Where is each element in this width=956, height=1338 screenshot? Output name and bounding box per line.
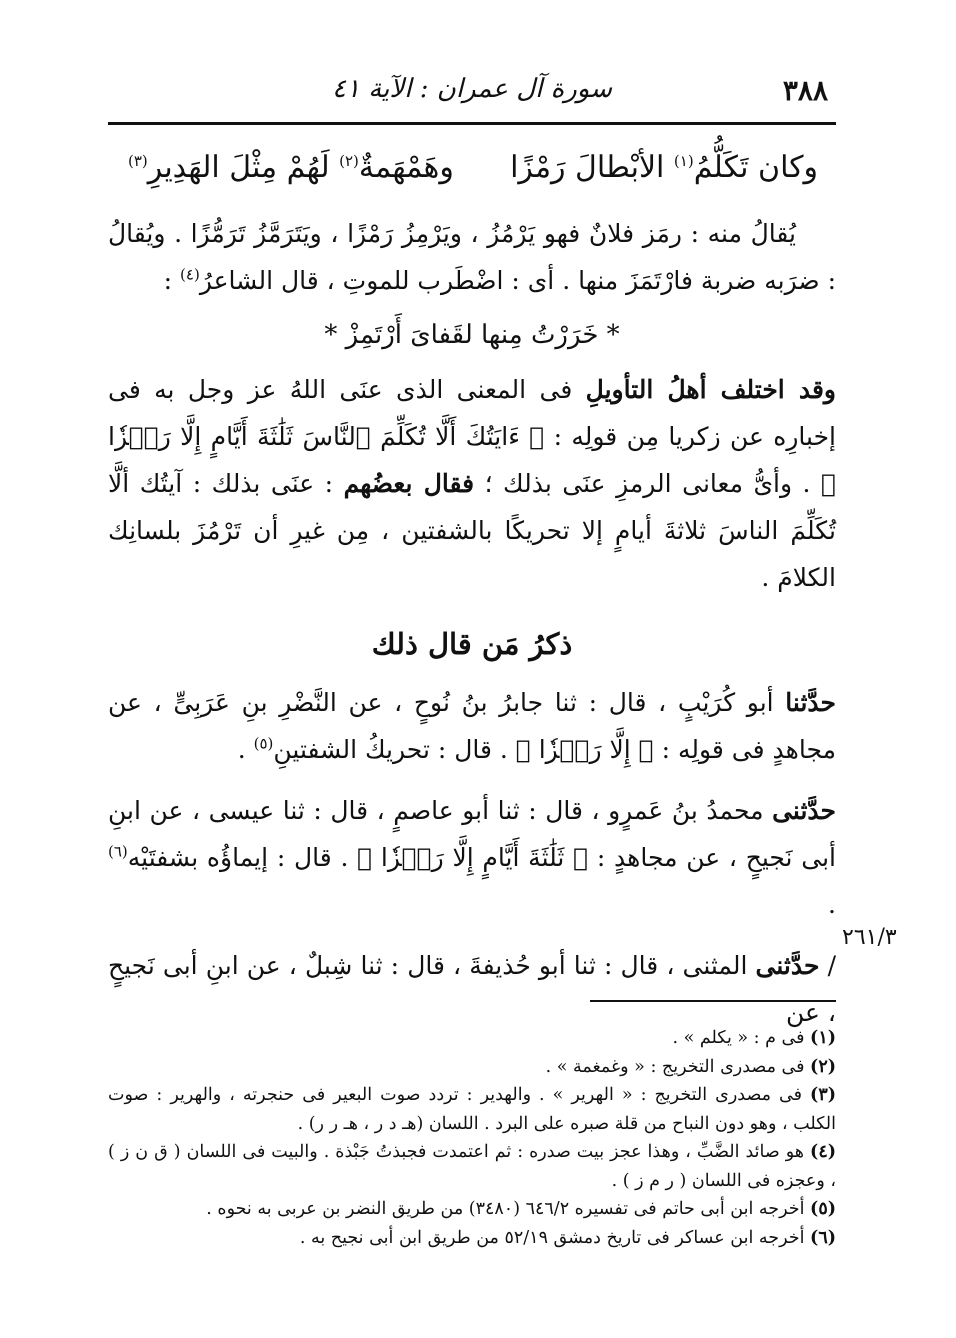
verse-first-hemistich: وكان تَكَلُّمُ$^{(١)}$ الأبْطالَ رَمْزًا — [510, 150, 818, 185]
paragraph: / حدَّثنى المثنى ، قال : ثنا أبو حُذيفةَ ، قال : ثنا شِبلٌ ، عن ابنِ أبى نَجيحٍ ، عن — [108, 951, 836, 1027]
footnote-marker: (٣) — [128, 152, 148, 170]
poetry-verse — [108, 150, 836, 210]
paragraph: حدَّثنا أبو كُرَيْبٍ ، قال : ثنا جابرُ بنُ نُوحٍ ، عن النَّضْرِ بنِ عَرَبِىٍّ ، عن مجاهدٍ فى قولِه : ﴿ إِلَّا رَمۡزٗا ﴾ . قال : تحريكُ الشفتينِ$^{(٥)}$ . — [108, 688, 836, 764]
quoted-verse: * خَرَرْتُ مِنها لقَفاىَ أَرْتَمِزْ * — [324, 320, 620, 350]
footnote-marker: (٤) — [180, 265, 200, 284]
paragraph: وقد اختلف أهلُ التأويلِ فى المعنى الذى عنَى اللهُ عز وجل به فى إخبارِه عن زكريا مِن قولِه : ﴿ ءَايَتُكَ أَلَّا تُكَلِّمَ ٱلنَّاسَ ثَلَٰثَةَ أَيَّامٍ إِلَّا رَمۡزٗا ﴾ . وأىُّ معانى الرمزِ عنَى بذلك ؛ فقال بعضُهم : عنَى بذلك : آيتُك ألَّا تُكَلِّمَ الناسَ ثلاثةَ أيامٍ إلا تحريكًا بالشفتين ، مِن غيرِ أن تَرْمُزَ بلسانِك الكلامَ . — [108, 375, 836, 592]
footnote: (٦) أخرجه ابن عساكر فى تاريخ دمشق ٥٢/١٩ من طريق ابن أبى نجيح به . — [299, 1227, 836, 1248]
footnote-marker: (١) — [673, 152, 694, 170]
page-number: ٣٨٨ — [782, 74, 828, 107]
paragraph: حدَّثنى محمدُ بنُ عَمرٍو ، قال : ثنا أبو عاصمٍ ، قال : ثنا عيسى ، عن ابنِ أبى نَجيحٍ ، عن مجاهدٍ : ﴿ ثَلَٰثَةَ أَيَّامٍ إِلَّا رَمۡزٗا ﴾ . قال : إيماؤُه بشفتَيْه$^{(٦)}$ . — [108, 796, 836, 919]
bold-lead: حدَّثنا — [785, 688, 836, 717]
footnote-marker: (٥) — [253, 734, 274, 753]
footnote-rule — [590, 1000, 836, 1002]
bold-lead: وقد اختلف أهلُ التأويلِ — [585, 375, 836, 404]
paragraph: يُقالُ منه : رمَز فلانٌ فهو يَرْمُزُ ، ويَرْمِزُ رَمْزًا ، ويَتَرَمَّزُ تَرَمُّزًا . ويُقالُ : ضرَبه ضربة فارْتَمَزَ منها . أى : اضْطَرب للموتِ ، قال الشاعرُ$^{(٤)}$ : — [108, 219, 836, 295]
footnote: (٣) فى مصدرى التخريج : « الهرير » . والهدير : تردد صوت البعير فى حنجرته ، والهرير : صوت الكلب ، وهو دون النباح من قلة صبره على البرد . اللسان (هـ د ر ، هـ ر ر) . — [108, 1085, 836, 1134]
footnote-marker: (٦) — [108, 842, 128, 861]
bold-lead: حدَّثنى — [755, 951, 820, 980]
header-rule — [108, 122, 836, 125]
section-title: ذكرُ مَن قال ذلك — [371, 627, 573, 661]
running-head: سورة آل عمران : الآية ٤١ — [332, 74, 612, 104]
footnote: (٥) أخرجه ابن أبى حاتم فى تفسيره ٦٤٦/٢ (٣٤٨٠) من طريق النضر بن عربى به نحوه . — [206, 1199, 836, 1219]
footnote: (١) فى م : « يكلم » . — [672, 1028, 836, 1048]
margin-reference: ٢٦١/٣ — [842, 925, 897, 950]
footnotes — [108, 1024, 836, 1252]
bold-lead: فقال بعضُهم — [343, 469, 475, 498]
main-text — [108, 150, 836, 1036]
page-header — [108, 70, 836, 118]
footnote: (٢) فى مصدرى التخريج : « وغمغمة » . — [545, 1056, 836, 1077]
footnote: (٤) هو صائد الضَّبِّ ، وهذا عجز بيت صدره : ثم اعتمدت فجبذتُ جَبْذة . والبيت فى اللسان ( ق ن ز ) ، وعجزه فى اللسان ( ر م ز ) . — [108, 1142, 836, 1191]
footnote-marker: (٢) — [339, 152, 359, 170]
verse-second-hemistich: وهَمْهَمةٌ$^{(٢)}$ لَهُمْ مِثْلَ الهَدِيرِ$^{(٣)}$ — [128, 150, 454, 185]
bold-lead: حدَّثنى — [772, 796, 836, 825]
